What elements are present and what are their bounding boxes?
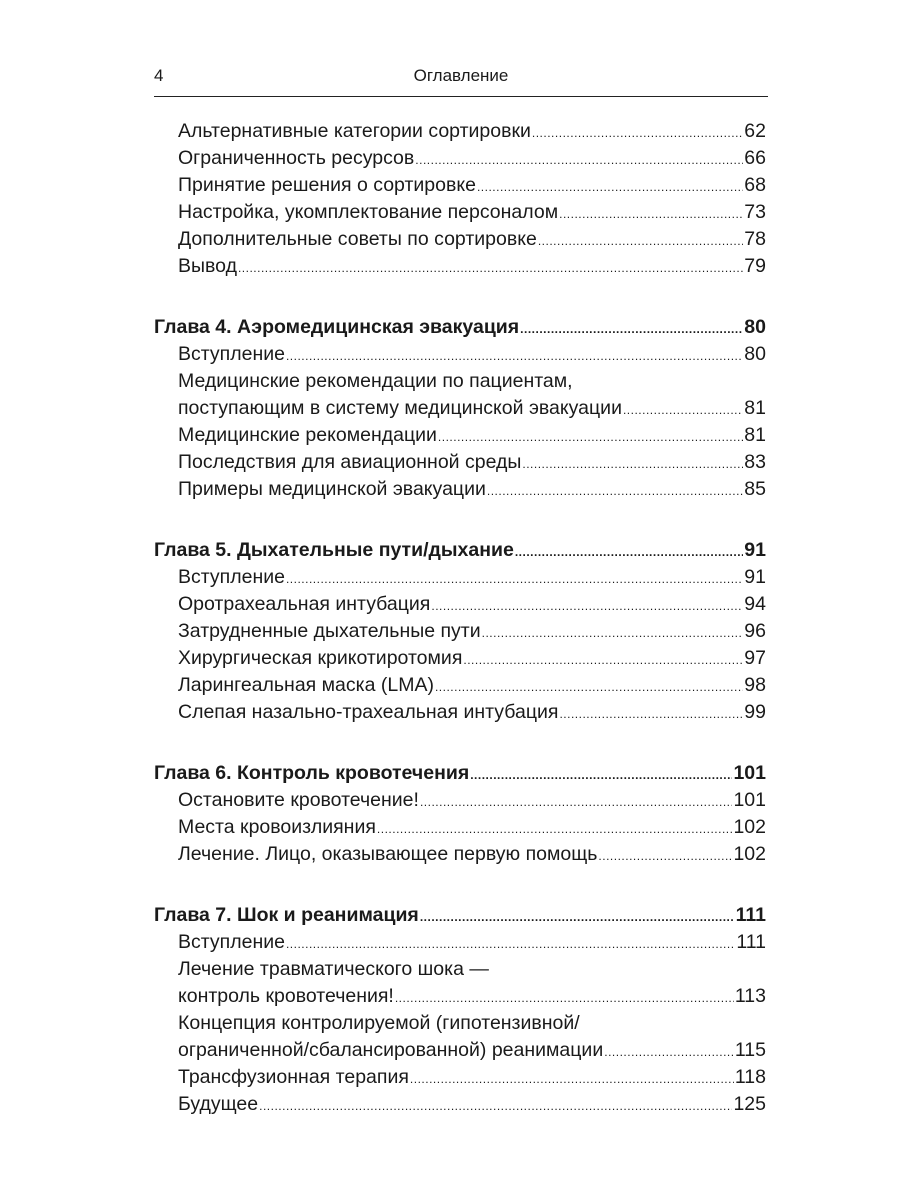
toc-entry-title: Настройка, укомплектование персоналом (178, 201, 559, 223)
toc-entry[interactable] (154, 449, 766, 476)
toc-entry[interactable] (154, 672, 766, 699)
dot-leader (286, 347, 743, 365)
toc-entry[interactable] (154, 929, 766, 956)
toc-entry[interactable] (154, 1064, 766, 1091)
dot-leader (415, 151, 743, 169)
toc-entry-page-number: 83 (744, 451, 766, 473)
toc-chapter-heading-title: Глава 4. Аэромедицинская эвакуация (154, 316, 520, 338)
toc-entry-title-line1: Лечение травматического шока — (178, 958, 489, 980)
toc-entry-title: Вывод (178, 255, 237, 277)
toc-chapter-heading-page-number: 111 (735, 904, 766, 926)
toc-section (154, 536, 766, 726)
toc-entry-page-number: 102 (733, 816, 766, 838)
toc-entry[interactable] (154, 841, 766, 868)
table-of-contents (154, 118, 766, 1151)
toc-entry-title: контроль кровотечения! (178, 985, 394, 1007)
dot-leader (438, 428, 743, 446)
toc-entry[interactable] (154, 645, 766, 672)
toc-entry-page-number: 101 (733, 789, 766, 811)
dot-leader (420, 793, 733, 811)
toc-entry-page-number: 80 (744, 343, 766, 365)
toc-entry-title: поступающим в систему медицинской эвакуации (178, 397, 622, 419)
toc-entry-page-number: 91 (744, 566, 766, 588)
toc-chapter-heading-page-number: 91 (744, 539, 766, 561)
dot-leader (410, 1070, 734, 1088)
toc-entry[interactable] (154, 564, 766, 591)
toc-entry-page-number: 96 (744, 620, 766, 642)
toc-entry-title: Медицинские рекомендации (178, 424, 437, 446)
toc-section (154, 313, 766, 503)
dot-leader (463, 651, 743, 669)
dot-leader (623, 401, 743, 419)
toc-entry-title: Вступление (178, 343, 285, 365)
toc-chapter-heading[interactable] (154, 901, 766, 929)
toc-entry-title: Последствия для авиационной среды (178, 451, 522, 473)
toc-entry[interactable] (154, 814, 766, 841)
toc-entry[interactable] (154, 199, 766, 226)
toc-entry-page-number: 73 (744, 201, 766, 223)
toc-entry-page-number: 78 (744, 228, 766, 250)
toc-entry[interactable] (154, 253, 766, 280)
toc-entry-page-number: 66 (744, 147, 766, 169)
dot-leader (482, 624, 744, 642)
dot-leader (487, 482, 743, 500)
toc-entry-page-number: 94 (744, 593, 766, 615)
toc-entry-title: Хирургическая крикотиротомия (178, 647, 463, 669)
toc-chapter-heading-title: Глава 5. Дыхательные пути/дыхание (154, 539, 514, 561)
dot-leader (538, 232, 743, 250)
toc-entry-title: Остановите кровотечение! (178, 789, 419, 811)
toc-entry-page-number: 62 (744, 120, 766, 142)
toc-section (154, 118, 766, 280)
toc-section (154, 759, 766, 868)
toc-entry[interactable] (154, 476, 766, 503)
toc-entry-title: Оротрахеальная интубация (178, 593, 431, 615)
toc-entry[interactable] (154, 118, 766, 145)
toc-entry-title-line1: Концепция контролируемой (гипотензивной/ (178, 1012, 580, 1034)
toc-entry-page-number: 81 (744, 397, 766, 419)
toc-entry-page-number: 115 (734, 1039, 766, 1061)
page-header (154, 62, 768, 97)
toc-entry[interactable] (154, 699, 766, 726)
dot-leader (435, 678, 743, 696)
dot-leader (559, 205, 743, 223)
dot-leader (604, 1043, 734, 1061)
dot-leader (470, 766, 732, 784)
dot-leader (377, 820, 733, 838)
running-title: Оглавление (413, 66, 509, 85)
toc-section (154, 901, 766, 1118)
toc-entry-title: Трансфузионная терапия (178, 1066, 409, 1088)
toc-entry[interactable] (154, 422, 766, 449)
dot-leader (559, 705, 743, 723)
toc-entry[interactable] (154, 618, 766, 645)
toc-entry-page-number: 125 (733, 1093, 766, 1115)
toc-entry[interactable] (154, 226, 766, 253)
dot-leader (395, 989, 734, 1007)
toc-entry-title: Ларингеальная маска (LMA) (178, 674, 434, 696)
dot-leader (598, 847, 732, 865)
toc-entry[interactable] (154, 1037, 766, 1064)
toc-entry-page-number: 111 (736, 931, 766, 953)
toc-entry-title: Вступление (178, 931, 285, 953)
toc-entry[interactable] (154, 145, 766, 172)
toc-entry-title: Места кровоизлияния (178, 816, 376, 838)
toc-entry-title: Лечение. Лицо, оказывающее первую помощь (178, 843, 598, 865)
dot-leader (477, 178, 743, 196)
toc-entry-page-number: 102 (733, 843, 766, 865)
toc-entry[interactable] (154, 395, 766, 422)
toc-entry-title: Слепая назально-трахеальная интубация (178, 701, 559, 723)
toc-entry-page-number: 99 (744, 701, 766, 723)
toc-chapter-heading[interactable] (154, 536, 766, 564)
toc-entry[interactable] (154, 983, 766, 1010)
toc-entry-title: ограниченной/сбалансированной) реанимации (178, 1039, 604, 1061)
toc-entry-title: Затрудненные дыхательные пути (178, 620, 481, 642)
toc-chapter-heading[interactable] (154, 759, 766, 787)
toc-entry-title: Принятие решения о сортировке (178, 174, 476, 196)
toc-chapter-heading-title: Глава 6. Контроль кровотечения (154, 762, 470, 784)
dot-leader (420, 908, 735, 926)
toc-entry-title: Дополнительные советы по сортировке (178, 228, 537, 250)
toc-entry-page-number: 85 (744, 478, 766, 500)
page-number: 4 (154, 66, 164, 85)
toc-chapter-heading[interactable] (154, 313, 766, 341)
dot-leader (522, 455, 743, 473)
toc-entry[interactable] (154, 591, 766, 618)
toc-entry[interactable] (154, 1091, 766, 1118)
toc-entry-page-number: 113 (734, 985, 766, 1007)
toc-entry[interactable] (154, 172, 766, 199)
dot-leader (515, 543, 743, 561)
dot-leader (431, 597, 743, 615)
dot-leader (286, 570, 743, 588)
toc-entry-title: Вступление (178, 566, 285, 588)
toc-chapter-heading-page-number: 80 (744, 316, 766, 338)
toc-entry-title-line1: Медицинские рекомендации по пациентам, (178, 370, 573, 392)
toc-entry-page-number: 68 (744, 174, 766, 196)
toc-entry-title: Примеры медицинской эвакуации (178, 478, 486, 500)
toc-entry-page-number: 118 (734, 1066, 766, 1088)
dot-leader (286, 935, 735, 953)
toc-entry-title: Альтернативные категории сортировки (178, 120, 531, 142)
toc-entry-title: Ограниченность ресурсов (178, 147, 415, 169)
dot-leader (532, 124, 743, 142)
toc-entry-page-number: 79 (744, 255, 766, 277)
toc-entry-title: Будущее (178, 1093, 259, 1115)
toc-entry[interactable] (154, 341, 766, 368)
dot-leader (259, 1097, 732, 1115)
toc-entry[interactable] (154, 787, 766, 814)
toc-entry-page-number: 81 (744, 424, 766, 446)
dot-leader (238, 259, 743, 277)
dot-leader (520, 320, 743, 338)
toc-chapter-heading-page-number: 101 (733, 762, 766, 784)
toc-entry-page-number: 98 (744, 674, 766, 696)
toc-entry-page-number: 97 (744, 647, 766, 669)
toc-chapter-heading-title: Глава 7. Шок и реанимация (154, 904, 419, 926)
